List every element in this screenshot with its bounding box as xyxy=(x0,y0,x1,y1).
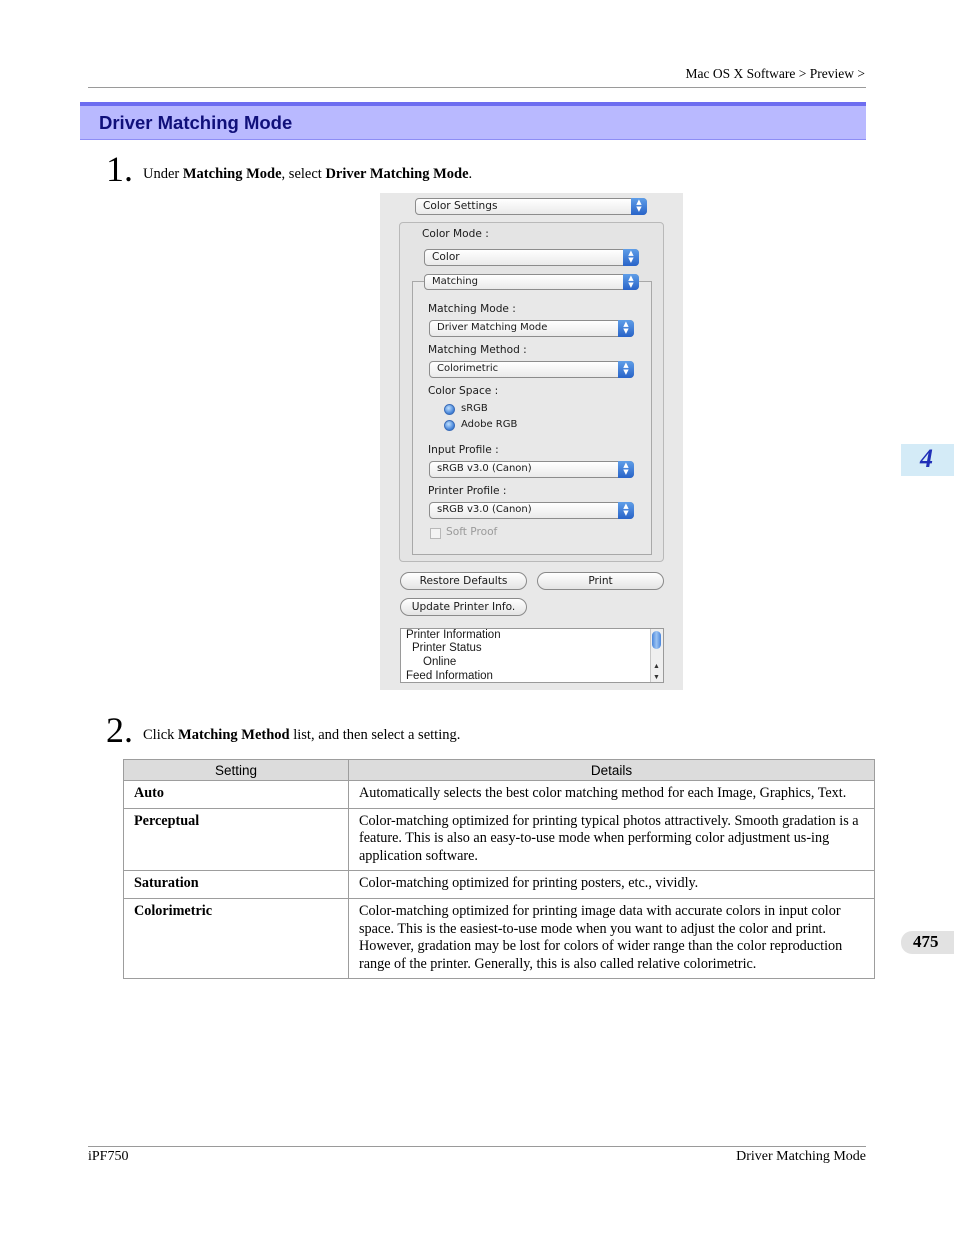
details-cell: Automatically selects the best color matching method for each Image, Graphics, Text. xyxy=(349,781,875,809)
print-dialog-screenshot xyxy=(380,193,683,690)
popup-arrows-icon: ▲ ▼ xyxy=(618,461,634,478)
color-mode-label: Color Mode : xyxy=(422,228,489,240)
color-settings-popup[interactable]: Color Settings ▲ ▼ xyxy=(415,198,647,215)
list-item[interactable]: Printer Status xyxy=(412,642,482,654)
table-header-row xyxy=(124,760,875,781)
srgb-radio-label: sRGB xyxy=(461,403,488,414)
table-row xyxy=(124,781,875,809)
input-profile-label: Input Profile : xyxy=(428,444,499,456)
input-profile-popup[interactable]: sRGB v3.0 (Canon) ▲ ▼ xyxy=(429,461,634,478)
print-button[interactable]: Print xyxy=(537,572,664,590)
setting-cell: Colorimetric xyxy=(124,898,349,978)
popup-arrows-icon: ▲ ▼ xyxy=(618,361,634,378)
setting-cell: Saturation xyxy=(124,871,349,899)
soft-proof-label: Soft Proof xyxy=(446,526,498,538)
scroll-up-arrow-icon[interactable]: ▲ xyxy=(653,663,660,670)
details-cell: Color-matching optimized for printing posters, etc., vividly. xyxy=(349,871,875,899)
page-number-tab xyxy=(901,931,954,954)
setting-cell: Auto xyxy=(124,781,349,809)
table-row xyxy=(124,808,875,871)
printer-info-list[interactable] xyxy=(400,628,664,683)
scroll-down-arrow-icon[interactable]: ▼ xyxy=(653,674,660,681)
color-settings-frame xyxy=(399,222,664,562)
printer-profile-popup[interactable]: sRGB v3.0 (Canon) ▲ ▼ xyxy=(429,502,634,519)
footer-rule xyxy=(88,1146,866,1147)
srgb-radio[interactable] xyxy=(444,404,455,415)
matching-method-popup[interactable]: Colorimetric ▲ ▼ xyxy=(429,361,634,378)
chapter-number: 4 xyxy=(920,444,933,473)
list-item[interactable]: Online xyxy=(423,656,457,668)
list-item[interactable]: Printer Information xyxy=(406,629,501,641)
matching-popup[interactable]: Matching ▲ ▼ xyxy=(424,274,639,290)
color-mode-popup[interactable]: Color ▲ ▼ xyxy=(424,249,639,266)
breadcrumb: Mac OS X Software > Preview > xyxy=(685,66,865,81)
popup-arrows-icon: ▲ ▼ xyxy=(623,274,639,290)
chapter-tab xyxy=(901,444,954,476)
list-item[interactable]: Feed Information xyxy=(406,670,493,682)
setting-cell: Perceptual xyxy=(124,808,349,871)
section-heading xyxy=(80,102,866,140)
color-space-label: Color Space : xyxy=(428,385,499,397)
popup-arrows-icon: ▲ ▼ xyxy=(623,249,639,266)
soft-proof-checkbox[interactable] xyxy=(430,528,441,539)
step-2-text: Click Matching Method list, and then select a setting. xyxy=(143,727,461,743)
section-title: Driver Matching Mode xyxy=(99,112,293,133)
matching-mode-label: Matching Mode : xyxy=(428,303,516,315)
matching-mode-popup[interactable]: Driver Matching Mode ▲ ▼ xyxy=(429,320,634,337)
page-number: 475 xyxy=(913,932,939,951)
update-printer-info-button[interactable]: Update Printer Info. xyxy=(400,598,527,616)
settings-table xyxy=(123,759,875,979)
adobe-rgb-radio-label: Adobe RGB xyxy=(461,419,518,430)
restore-defaults-button[interactable]: Restore Defaults xyxy=(400,572,527,590)
popup-arrows-icon: ▲ ▼ xyxy=(631,198,647,215)
matching-method-label: Matching Method : xyxy=(428,344,527,356)
adobe-rgb-radio[interactable] xyxy=(444,420,455,431)
footer-section: Driver Matching Mode xyxy=(736,1149,866,1164)
header-rule xyxy=(88,87,866,88)
table-row xyxy=(124,898,875,978)
column-header-details: Details xyxy=(349,760,875,781)
popup-arrows-icon: ▲ ▼ xyxy=(618,502,634,519)
scroll-thumb[interactable] xyxy=(652,631,661,649)
table-row xyxy=(124,871,875,899)
printer-profile-label: Printer Profile : xyxy=(428,485,507,497)
popup-arrows-icon: ▲ ▼ xyxy=(618,320,634,337)
step-2-number: 2. xyxy=(106,710,133,750)
details-cell: Color-matching optimized for printing image data with accurate colors in input color space. This is the easiest-to-use mode when you want to adjust the color and print. However, gradation may be lost for colors of wider range than the color reproduction range of the printer. Generally, this is also called relative colorimetric. xyxy=(349,898,875,978)
step-1-text: Under Matching Mode, select Driver Matching Mode. xyxy=(143,166,473,182)
column-header-setting: Setting xyxy=(124,760,349,781)
matching-frame xyxy=(412,281,652,555)
list-scrollbar[interactable] xyxy=(650,629,663,682)
details-cell: Color-matching optimized for printing typical photos attractively. Smooth gradation is a feature. This is also an easy-to-use mode when performing color adjustment us-ing application software. xyxy=(349,808,875,871)
footer-model: iPF750 xyxy=(88,1149,129,1164)
step-1-number: 1. xyxy=(106,149,133,189)
